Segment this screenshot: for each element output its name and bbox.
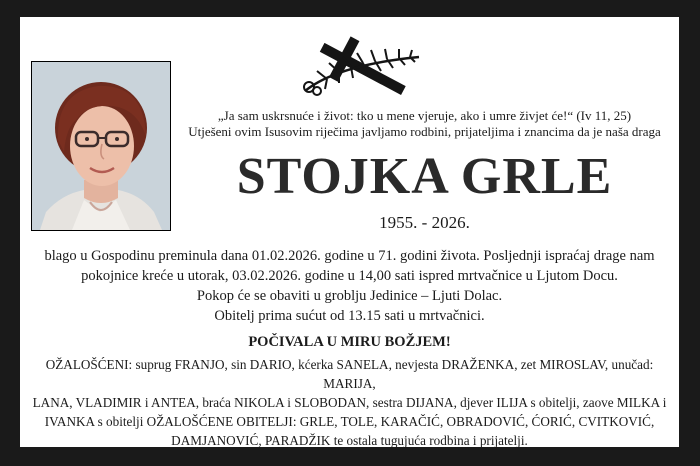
mourners-line: LANA, VLADIMIR i ANTEA, braća NIKOLA i SLOBODAN, sestra DIJANA, djever ILIJA s obitelji, zaove MILKA i	[32, 395, 667, 410]
mourners-line: IVANKA s obitelji OŽALOŠĆENE OBITELJI: GRLE, TOLE, KARAČIĆ, OBRADOVIĆ, ĆORIĆ, CVITKOVIĆ,	[44, 414, 655, 429]
deceased-name: STOJKA GRLE	[236, 148, 613, 205]
quote-block	[170, 108, 679, 140]
bible-quote: „Ja sam uskrsnuće i život: tko u mene vjeruje, ako i umre živjet će!“ (Iv 11, 25)	[217, 108, 632, 123]
announcement-line: blago u Gospodinu preminula dana 01.02.2026. godine u 71. godini života. Posljednji ispraćaj drage nam	[44, 248, 655, 264]
rest-in-peace-heading: POČIVALA U MIRU BOŽJEM!	[248, 334, 451, 350]
intro-text: Utješeni ovim Isusovim riječima javljamo rodbini, prijateljima i znancima da je naša draga	[188, 124, 661, 139]
announcement-line: Pokop će se obaviti u groblju Jedinice – Ljuti Dolac.	[196, 288, 503, 304]
announcement-text	[28, 246, 671, 326]
announcement-line: Obitelj prima sućut od 13.15 sati u mrtvačnici.	[214, 308, 485, 324]
mourners-list	[28, 355, 671, 450]
life-dates: 1955. - 2026.	[379, 213, 470, 232]
mourners-line: OŽALOŠĆENI: suprug FRANJO, sin DARIO, kćerka SANELA, nevjesta DRAŽENKA, zet MIROSLAV, unučad: MARIJA,	[45, 357, 654, 391]
cross-with-palm-icon	[297, 35, 427, 102]
obituary-card	[20, 17, 679, 447]
deceased-portrait-photo	[31, 61, 171, 231]
announcement-line: pokojnice kreće u utorak, 03.02.2026. godine u 14,00 sati ispred mrtvačnice u Ljutom Docu.	[81, 268, 618, 284]
mourners-line: DAMJANOVIĆ, PARADŽIK te ostala tugujuća rodbina i prijatelji.	[171, 433, 528, 448]
